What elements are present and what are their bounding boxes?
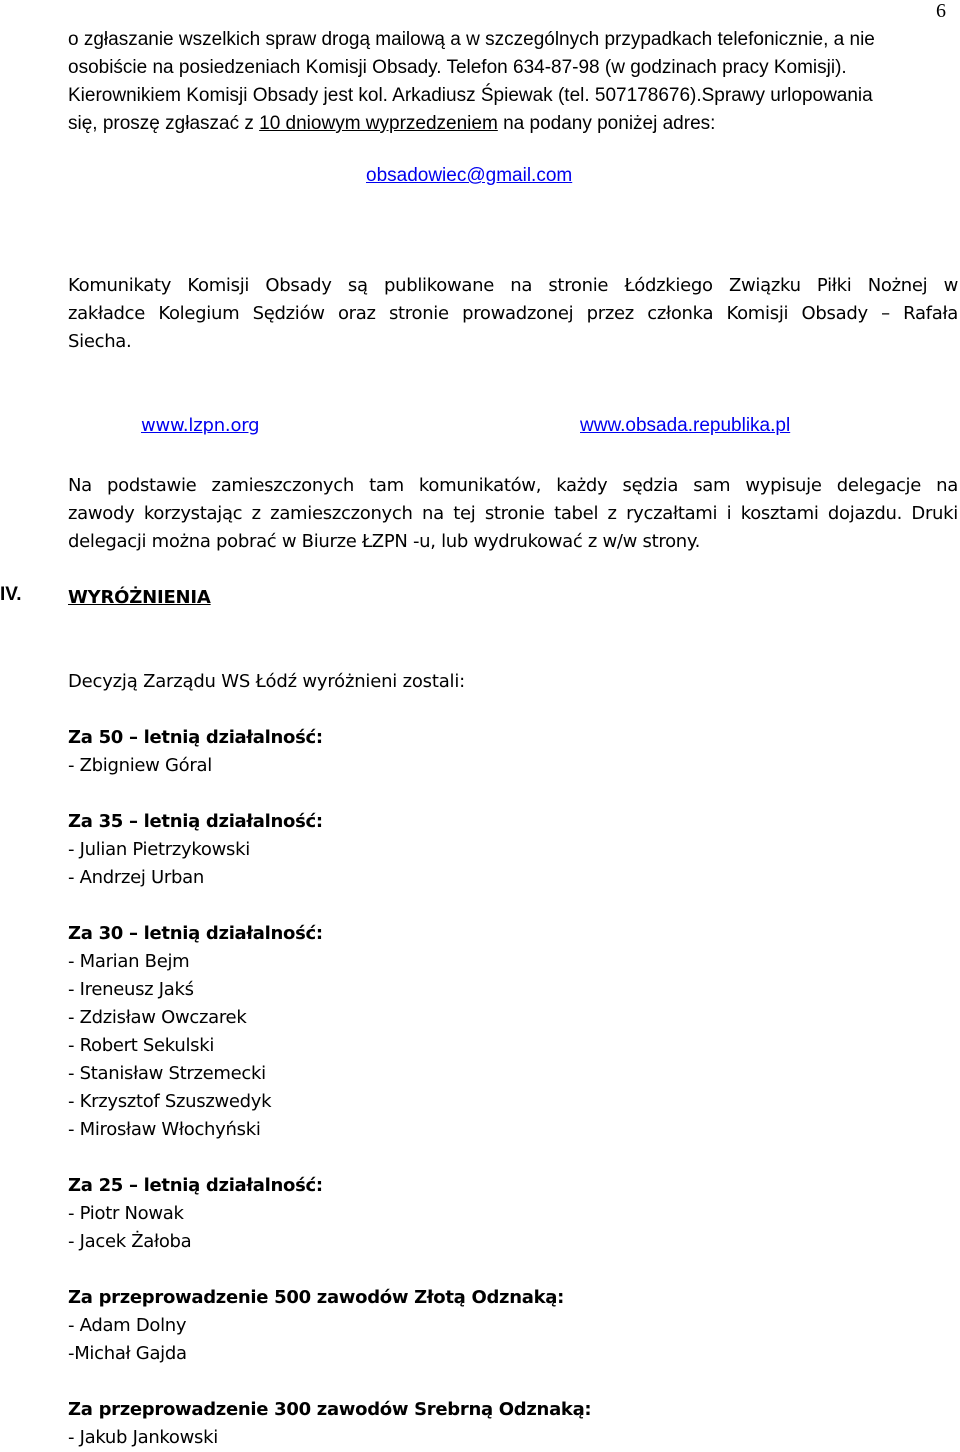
intro-line-3: Kierownikiem Komisji Obsady jest kol. Arkadiusz Śpiewak (tel. 507178676).Sprawy urlopowania	[68, 85, 873, 106]
award-name: - Mirosław Włochyński	[68, 1119, 261, 1140]
komunikaty-line-3: Siecha.	[68, 331, 132, 352]
decision-intro: Decyzją Zarządu WS Łódź wyróżnieni zostali:	[68, 671, 465, 692]
award-heading-50: Za 50 – letnią działalność:	[68, 727, 323, 748]
delegacje-line-2: zawody korzystając z zamieszczonych na tej stronie tabel z ryczałtami i kosztami dojazdu. Druki	[68, 503, 958, 524]
award-name: - Zdzisław Owczarek	[68, 1007, 247, 1028]
intro-line-2: osobiście na posiedzeniach Komisji Obsady. Telefon 634-87-98 (w godzinach pracy Komisji).	[68, 57, 847, 78]
page-number: 6	[936, 0, 946, 22]
komunikaty-paragraph	[68, 272, 958, 356]
intro-line-4	[68, 110, 875, 138]
award-heading-gold-badge: Za przeprowadzenie 500 zawodów Złotą Odznaką:	[68, 1287, 565, 1308]
award-name: - Zbigniew Góral	[68, 755, 212, 776]
komunikaty-line-2: zakładce Kolegium Sędziów oraz stronie prowadzonej przez członka Komisji Obsady – Rafała	[68, 303, 958, 324]
spacer	[68, 780, 591, 808]
award-name: - Andrzej Urban	[68, 867, 204, 888]
award-name: - Krzysztof Szuszwedyk	[68, 1091, 272, 1112]
awards-list	[68, 724, 591, 1452]
delegacje-line-1: Na podstawie zamieszczonych tam komunikatów, każdy sędzia sam wypisuje delegacje na	[68, 475, 958, 496]
intro-line-4-before: się, proszę zgłaszać z	[68, 113, 260, 134]
spacer	[68, 1144, 591, 1172]
intro-line-4-after: na podany poniżej adres:	[497, 113, 716, 134]
award-name: - Adam Dolny	[68, 1315, 187, 1336]
award-name: - Jacek Żałoba	[68, 1231, 192, 1252]
award-heading-silver-badge: Za przeprowadzenie 300 zawodów Srebrną Odznaką:	[68, 1399, 592, 1420]
award-name: - Marian Bejm	[68, 951, 190, 972]
award-heading-25: Za 25 – letnią działalność:	[68, 1175, 323, 1196]
spacer	[68, 1368, 591, 1396]
lzpn-link[interactable]: www.lzpn.org	[141, 415, 260, 436]
section-title: WYRÓŻNIENIA	[68, 587, 211, 608]
award-name: - Robert Sekulski	[68, 1035, 215, 1056]
intro-paragraph	[68, 26, 875, 138]
award-name: - Jakub Jankowski	[68, 1427, 218, 1448]
award-heading-35: Za 35 – letnią działalność:	[68, 811, 323, 832]
email-link[interactable]: obsadowiec@gmail.com	[366, 165, 573, 186]
komunikaty-line-1: Komunikaty Komisji Obsady są publikowane na stronie Łódzkiego Związku Piłki Nożnej w	[68, 275, 958, 296]
obsada-link[interactable]: www.obsada.republika.pl	[580, 415, 791, 436]
spacer	[68, 892, 591, 920]
delegacje-paragraph	[68, 472, 958, 556]
award-name: - Stanisław Strzemecki	[68, 1063, 266, 1084]
award-name: - Julian Pietrzykowski	[68, 839, 250, 860]
notice-period-underlined: 10 dniowym wyprzedzeniem	[259, 113, 498, 134]
delegacje-line-3: delegacji można pobrać w Biurze ŁZPN -u, lub wydrukować z w/w strony.	[68, 531, 701, 552]
spacer	[68, 1256, 591, 1284]
intro-line-1: o zgłaszanie wszelkich spraw drogą mailową a w szczególnych przypadkach telefonicznie, a nie	[68, 29, 875, 50]
section-number: IV.	[0, 584, 22, 605]
award-name: - Ireneusz Jakś	[68, 979, 194, 1000]
award-name: - Piotr Nowak	[68, 1203, 184, 1224]
award-heading-30: Za 30 – letnią działalność:	[68, 923, 323, 944]
award-name: -Michał Gajda	[68, 1343, 187, 1364]
